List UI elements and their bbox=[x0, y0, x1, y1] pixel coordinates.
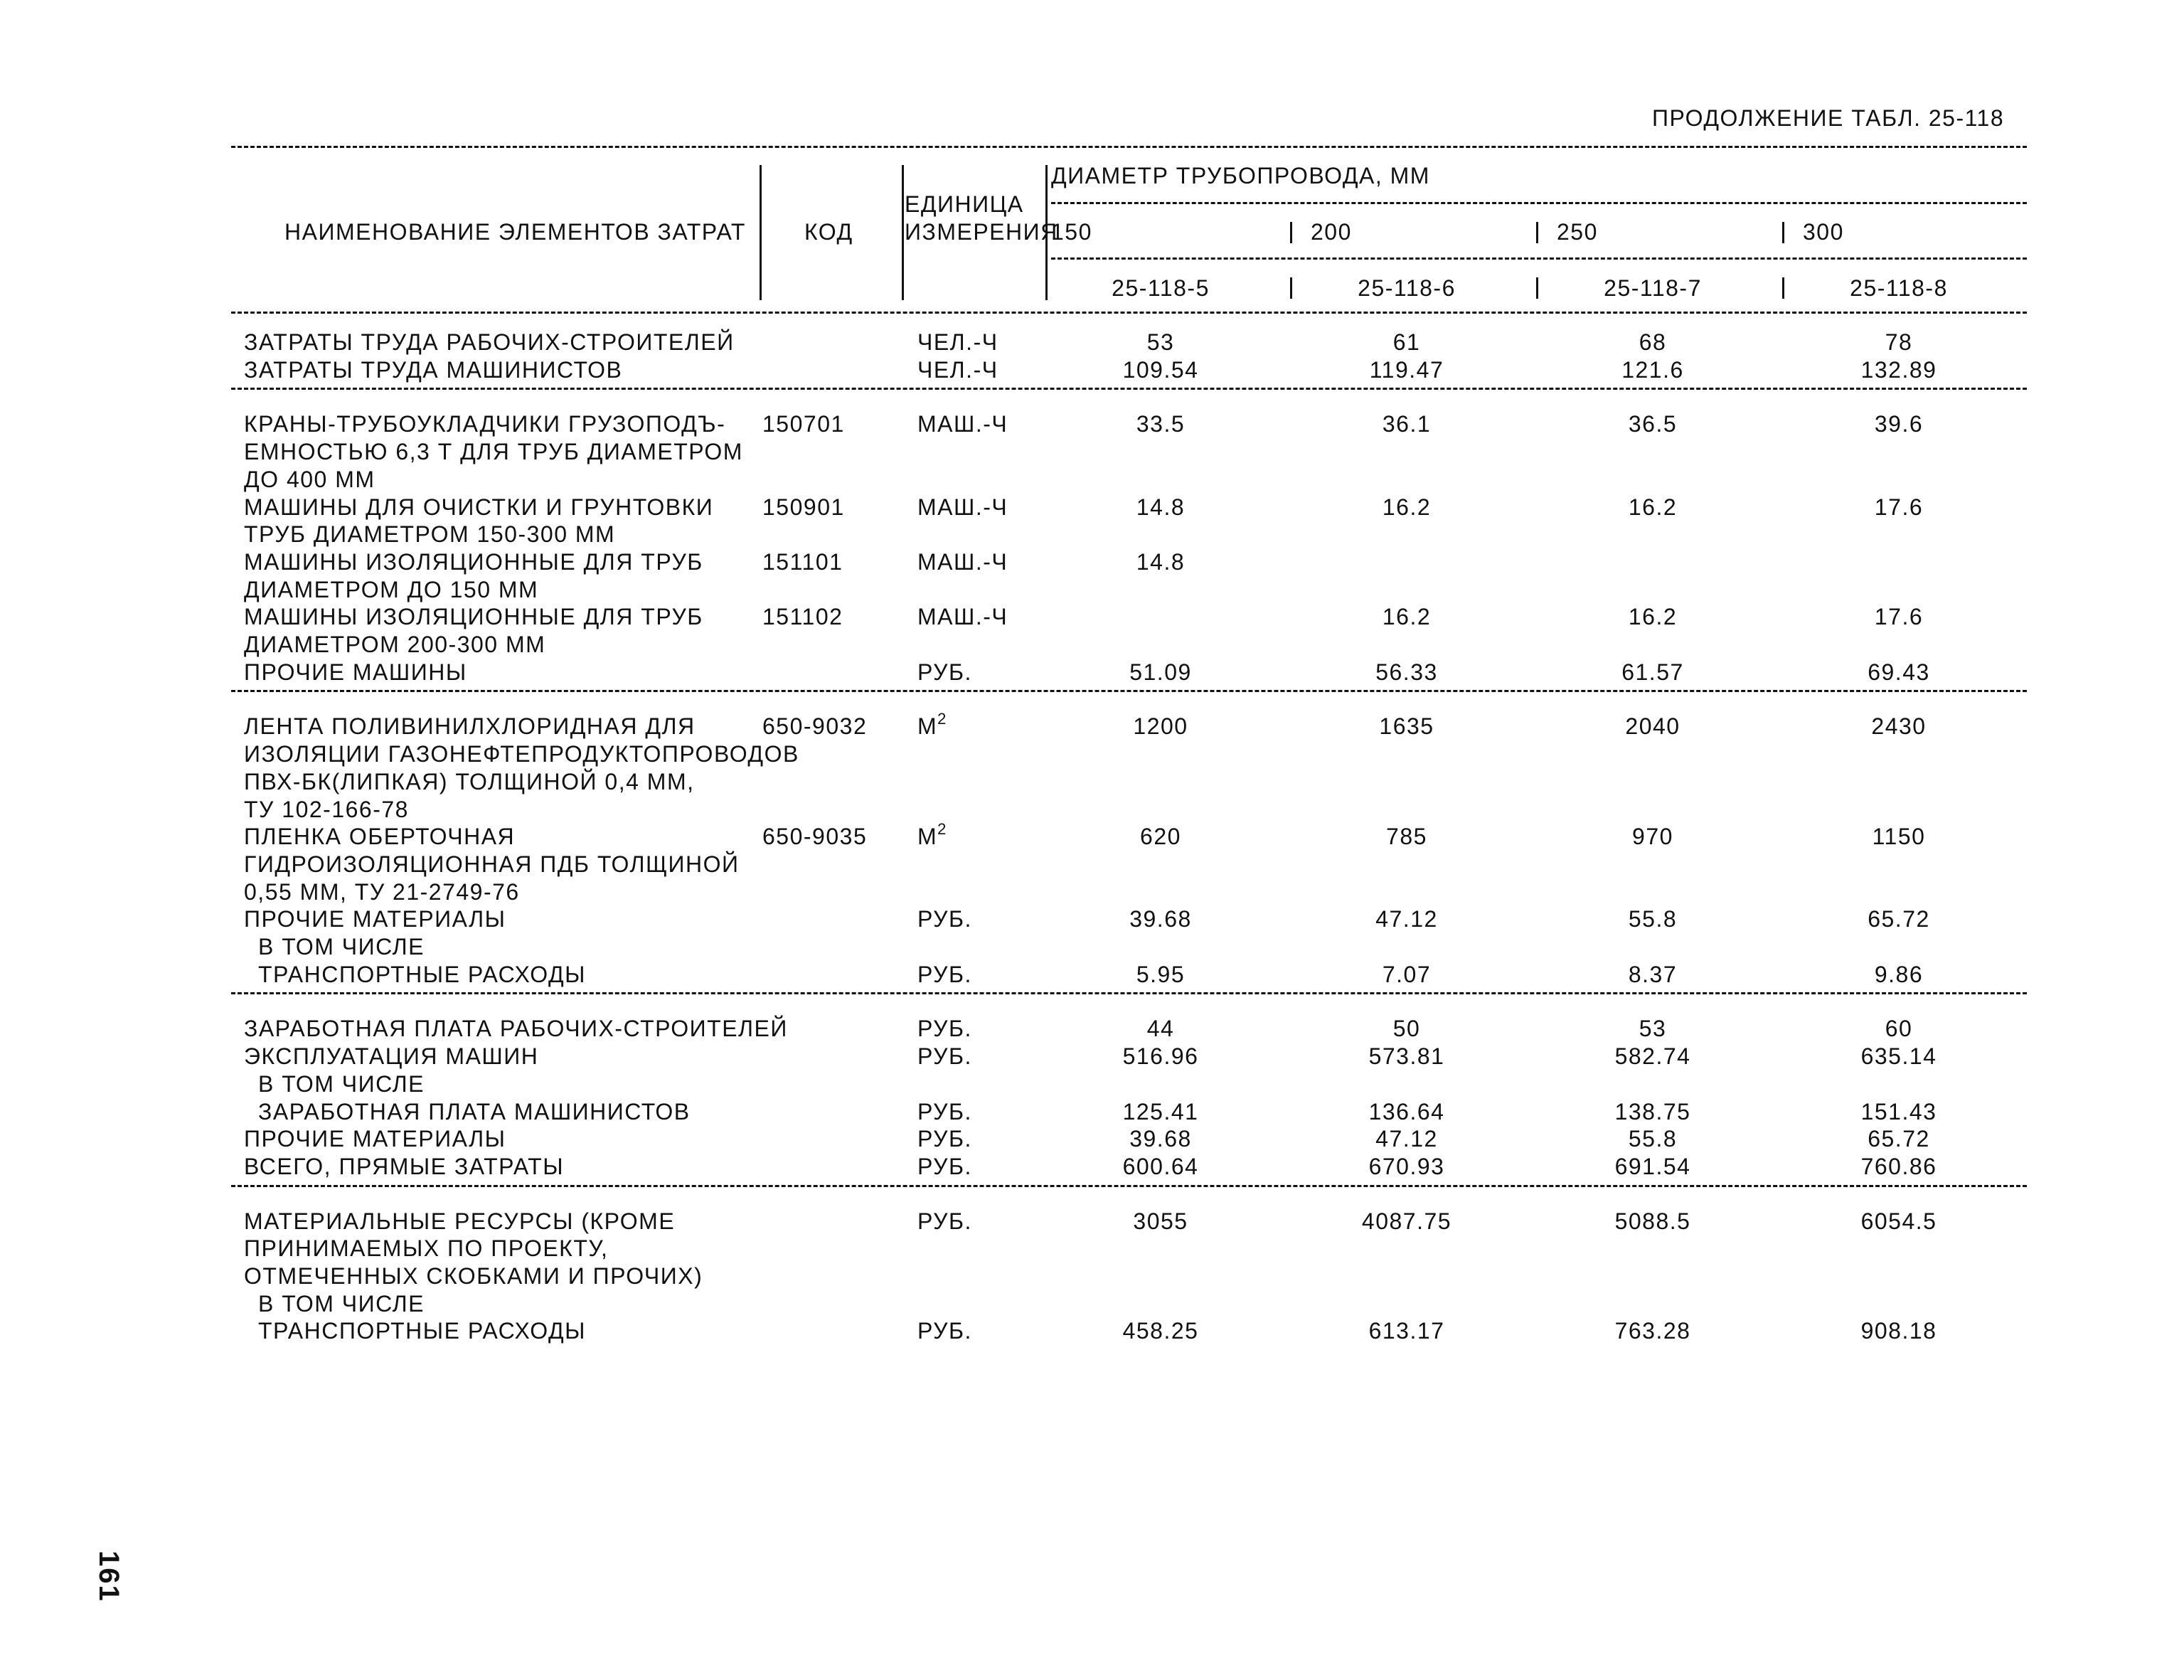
column-header-d-200: 200 bbox=[1311, 219, 1352, 245]
unit-of-measure: ЧЕЛ.-Ч bbox=[917, 329, 998, 355]
column-header-diameter: ДИАМЕТР ТРУБОПРОВОДА, ММ bbox=[1051, 163, 1430, 188]
cost-item-name: КРАНЫ-ТРУБОУКЛАДЧИКИ ГРУЗОПОДЪ- bbox=[244, 411, 726, 437]
cost-item-name: ОТМЕЧЕННЫХ СКОБКАМИ И ПРОЧИХ) bbox=[244, 1263, 703, 1289]
value-cell: 53 bbox=[1146, 329, 1175, 355]
cost-item-name: ДО 400 ММ bbox=[244, 466, 375, 492]
value-cell: 55.8 bbox=[1628, 1126, 1678, 1152]
group-separator bbox=[231, 1185, 2027, 1187]
column-divider bbox=[1045, 165, 1048, 300]
resource-code: 150701 bbox=[762, 411, 845, 437]
value-cell: 39.6 bbox=[1874, 411, 1924, 437]
cost-item-name: МАШИНЫ ДЛЯ ОЧИСТКИ И ГРУНТОВКИ bbox=[244, 494, 714, 520]
value-cell: 2430 bbox=[1871, 713, 1927, 740]
column-divider bbox=[902, 165, 904, 300]
unit-of-measure: МАШ.-Ч bbox=[917, 604, 1008, 630]
value-cell: 138.75 bbox=[1614, 1098, 1691, 1125]
column-divider bbox=[760, 165, 762, 300]
value-cell: 691.54 bbox=[1614, 1153, 1691, 1179]
value-cell: 620 bbox=[1140, 824, 1181, 850]
column-divider bbox=[1290, 222, 1292, 243]
value-cell: 136.64 bbox=[1368, 1098, 1445, 1125]
value-cell: 1635 bbox=[1379, 713, 1434, 740]
cost-item-name: ПРОЧИЕ МАШИНЫ bbox=[244, 659, 467, 685]
value-cell: 582.74 bbox=[1614, 1043, 1691, 1070]
value-cell: 53 bbox=[1639, 1016, 1667, 1042]
value-cell: 121.6 bbox=[1621, 356, 1684, 383]
resource-code: 150901 bbox=[762, 494, 845, 520]
value-cell: 3055 bbox=[1133, 1208, 1188, 1234]
value-cell: 2040 bbox=[1625, 713, 1680, 740]
cost-item-name: ЛЕНТА ПОЛИВИНИЛХЛОРИДНАЯ ДЛЯ bbox=[244, 713, 696, 740]
column-header-d-300: 300 bbox=[1803, 219, 1844, 245]
unit-of-measure: МАШ.-Ч bbox=[917, 548, 1008, 575]
cost-item-name: ЕМНОСТЬЮ 6,3 Т ДЛЯ ТРУБ ДИАМЕТРОМ bbox=[244, 439, 743, 465]
value-cell: 785 bbox=[1386, 824, 1427, 850]
column-header-unit-line1: ЕДИНИЦА bbox=[905, 191, 1024, 217]
column-divider bbox=[1782, 277, 1784, 299]
unit-of-measure: РУБ. bbox=[917, 1043, 972, 1070]
value-cell: 670.93 bbox=[1368, 1153, 1445, 1179]
column-code-25-118-8: 25-118-8 bbox=[1850, 275, 1948, 301]
value-cell: 125.41 bbox=[1122, 1098, 1199, 1125]
value-cell: 14.8 bbox=[1136, 494, 1186, 520]
unit-of-measure: РУБ. bbox=[917, 1016, 972, 1042]
column-code-25-118-5: 25-118-5 bbox=[1112, 275, 1210, 301]
unit-of-measure: ЧЕЛ.-Ч bbox=[917, 356, 998, 383]
value-cell: 51.09 bbox=[1129, 659, 1192, 685]
cost-item-name: ЗАТРАТЫ ТРУДА РАБОЧИХ-СТРОИТЕЛЕЙ bbox=[244, 329, 735, 355]
cost-item-name: МАШИНЫ ИЗОЛЯЦИОННЫЕ ДЛЯ ТРУБ bbox=[244, 604, 703, 630]
value-cell: 8.37 bbox=[1628, 961, 1678, 987]
column-code-25-118-7: 25-118-7 bbox=[1604, 275, 1702, 301]
value-cell: 61 bbox=[1392, 329, 1421, 355]
cost-item-name: В ТОМ ЧИСЛЕ bbox=[258, 1070, 425, 1097]
column-divider bbox=[1290, 277, 1292, 299]
cost-item-name: ТРУБ ДИАМЕТРОМ 150-300 ММ bbox=[244, 521, 616, 548]
value-cell: 1200 bbox=[1133, 713, 1188, 740]
value-cell: 109.54 bbox=[1122, 356, 1199, 383]
cost-item-name: ВСЕГО, ПРЯМЫЕ ЗАТРАТЫ bbox=[244, 1153, 565, 1179]
value-cell: 17.6 bbox=[1874, 494, 1924, 520]
table-continuation-caption: ПРОДОЛЖЕНИЕ ТАБЛ. 25-118 bbox=[1652, 105, 2005, 131]
column-header-d-150: 150 bbox=[1051, 219, 1092, 245]
value-cell: 5088.5 bbox=[1614, 1208, 1691, 1234]
cost-item-name: ЭКСПЛУАТАЦИЯ МАШИН bbox=[244, 1043, 539, 1070]
unit-exponent: 2 bbox=[937, 710, 947, 728]
value-cell: 68 bbox=[1639, 329, 1667, 355]
value-cell: 61.57 bbox=[1621, 659, 1684, 685]
value-cell: 760.86 bbox=[1860, 1153, 1937, 1179]
unit-of-measure: РУБ. bbox=[917, 961, 972, 987]
cost-item-name: ТРАНСПОРТНЫЕ РАСХОДЫ bbox=[258, 961, 586, 987]
column-divider bbox=[1536, 277, 1538, 299]
rule-diameter bbox=[1051, 202, 2027, 204]
value-cell: 600.64 bbox=[1122, 1153, 1199, 1179]
cost-item-name: ЗАРАБОТНАЯ ПЛАТА МАШИНИСТОВ bbox=[258, 1098, 691, 1125]
value-cell: 132.89 bbox=[1860, 356, 1937, 383]
rule-header-bottom bbox=[231, 312, 2027, 314]
value-cell: 65.72 bbox=[1868, 1126, 1930, 1152]
value-cell: 39.68 bbox=[1129, 1126, 1192, 1152]
value-cell: 47.12 bbox=[1375, 1126, 1438, 1152]
cost-item-name: ЗАТРАТЫ ТРУДА МАШИНИСТОВ bbox=[244, 356, 623, 383]
group-separator bbox=[231, 992, 2027, 994]
unit-of-measure: РУБ. bbox=[917, 906, 972, 932]
column-header-unit-line2: ИЗМЕРЕНИЯ bbox=[905, 219, 1058, 245]
cost-item-name: ИЗОЛЯЦИИ ГАЗОНЕФТЕПРОДУКТОПРОВОДОВ bbox=[244, 741, 799, 767]
value-cell: 14.8 bbox=[1136, 548, 1186, 575]
value-cell: 36.1 bbox=[1382, 411, 1432, 437]
cost-item-name: 0,55 ММ, ТУ 21-2749-76 bbox=[244, 878, 520, 905]
resource-code: 151102 bbox=[762, 604, 843, 630]
cost-item-name: В ТОМ ЧИСЛЕ bbox=[258, 1290, 425, 1317]
value-cell: 970 bbox=[1632, 824, 1673, 850]
value-cell: 50 bbox=[1392, 1016, 1421, 1042]
unit-of-measure: $М^2$ bbox=[917, 820, 947, 850]
column-header-name: НАИМЕНОВАНИЕ ЭЛЕМЕНТОВ ЗАТРАТ bbox=[284, 219, 746, 245]
cost-item-name: ПРИНИМАЕМЫХ ПО ПРОЕКТУ, bbox=[244, 1235, 609, 1262]
rule-codes bbox=[1051, 257, 2027, 260]
rule-top bbox=[231, 146, 2027, 148]
value-cell: 613.17 bbox=[1368, 1318, 1445, 1344]
cost-item-name: ДИАМЕТРОМ 200-300 ММ bbox=[244, 632, 546, 657]
value-cell: 151.43 bbox=[1860, 1098, 1937, 1125]
value-cell: 5.95 bbox=[1136, 961, 1186, 987]
group-separator bbox=[231, 690, 2027, 692]
value-cell: 17.6 bbox=[1874, 604, 1924, 630]
cost-item-name: ТРАНСПОРТНЫЕ РАСХОДЫ bbox=[258, 1318, 586, 1344]
value-cell: 60 bbox=[1885, 1016, 1913, 1042]
unit-of-measure: МАШ.-Ч bbox=[917, 494, 1008, 520]
column-header-d-250: 250 bbox=[1557, 219, 1598, 245]
cost-item-name: ПВХ-БК(ЛИПКАЯ) ТОЛЩИНОЙ 0,4 ММ, bbox=[244, 768, 695, 794]
value-cell: 1150 bbox=[1872, 824, 1926, 850]
column-header-code: КОД bbox=[804, 219, 853, 245]
cost-item-name: ПЛЕНКА ОБЕРТОЧНАЯ bbox=[244, 824, 516, 850]
value-cell: 908.18 bbox=[1860, 1318, 1937, 1344]
value-cell: 4087.75 bbox=[1361, 1208, 1452, 1234]
value-cell: 33.5 bbox=[1136, 411, 1186, 437]
unit-of-measure: РУБ. bbox=[917, 1208, 972, 1234]
value-cell: 65.72 bbox=[1868, 906, 1930, 932]
value-cell: 39.68 bbox=[1129, 906, 1192, 932]
value-cell: 44 bbox=[1146, 1016, 1175, 1042]
resource-code: 151101 bbox=[762, 548, 843, 575]
cost-item-name: ДИАМЕТРОМ ДО 150 ММ bbox=[244, 576, 539, 602]
cost-item-name: ЗАРАБОТНАЯ ПЛАТА РАБОЧИХ-СТРОИТЕЛЕЙ bbox=[244, 1016, 788, 1042]
value-cell: 16.2 bbox=[1628, 494, 1678, 520]
value-cell: 119.47 bbox=[1369, 356, 1444, 383]
unit-exponent: 2 bbox=[937, 820, 947, 839]
value-cell: 6054.5 bbox=[1860, 1208, 1937, 1234]
unit-of-measure: РУБ. bbox=[917, 1098, 972, 1125]
unit-of-measure: РУБ. bbox=[917, 1126, 972, 1152]
cost-item-name: МАТЕРИАЛЬНЫЕ РЕСУРСЫ (КРОМЕ bbox=[244, 1208, 676, 1234]
value-cell: 763.28 bbox=[1614, 1318, 1691, 1344]
group-separator bbox=[231, 388, 2027, 390]
column-code-25-118-6: 25-118-6 bbox=[1358, 275, 1456, 301]
cost-item-name: ТУ 102-166-78 bbox=[244, 796, 409, 822]
value-cell: 516.96 bbox=[1122, 1043, 1199, 1070]
value-cell: 573.81 bbox=[1368, 1043, 1445, 1070]
value-cell: 69.43 bbox=[1868, 659, 1930, 685]
value-cell: 78 bbox=[1885, 329, 1913, 355]
column-divider bbox=[1536, 222, 1538, 243]
cost-item-name: ГИДРОИЗОЛЯЦИОННАЯ ПДБ ТОЛЩИНОЙ bbox=[244, 851, 740, 877]
unit-of-measure: МАШ.-Ч bbox=[917, 411, 1008, 437]
value-cell: 55.8 bbox=[1628, 906, 1678, 932]
value-cell: 47.12 bbox=[1375, 906, 1438, 932]
value-cell: 36.5 bbox=[1628, 411, 1678, 437]
cost-item-name: В ТОМ ЧИСЛЕ bbox=[258, 934, 425, 959]
resource-code: 650-9035 bbox=[762, 824, 868, 850]
resource-code: 650-9032 bbox=[762, 713, 868, 740]
column-divider bbox=[1782, 222, 1784, 243]
value-cell: 9.86 bbox=[1874, 961, 1924, 987]
unit-of-measure: $М^2$ bbox=[917, 710, 947, 740]
unit-of-measure: РУБ. bbox=[917, 1153, 972, 1179]
page-number: 161 bbox=[93, 1551, 124, 1602]
value-cell: 458.25 bbox=[1122, 1318, 1199, 1344]
value-cell: 56.33 bbox=[1375, 659, 1438, 685]
value-cell: 16.2 bbox=[1628, 604, 1678, 630]
value-cell: 7.07 bbox=[1382, 961, 1432, 987]
value-cell: 16.2 bbox=[1382, 494, 1432, 520]
unit-of-measure: РУБ. bbox=[917, 659, 972, 685]
cost-item-name: ПРОЧИЕ МАТЕРИАЛЫ bbox=[244, 906, 506, 932]
unit-of-measure: РУБ. bbox=[917, 1318, 972, 1344]
value-cell: 635.14 bbox=[1860, 1043, 1937, 1070]
cost-item-name: МАШИНЫ ИЗОЛЯЦИОННЫЕ ДЛЯ ТРУБ bbox=[244, 548, 703, 575]
value-cell: 16.2 bbox=[1382, 604, 1432, 630]
cost-item-name: ПРОЧИЕ МАТЕРИАЛЫ bbox=[244, 1126, 506, 1152]
